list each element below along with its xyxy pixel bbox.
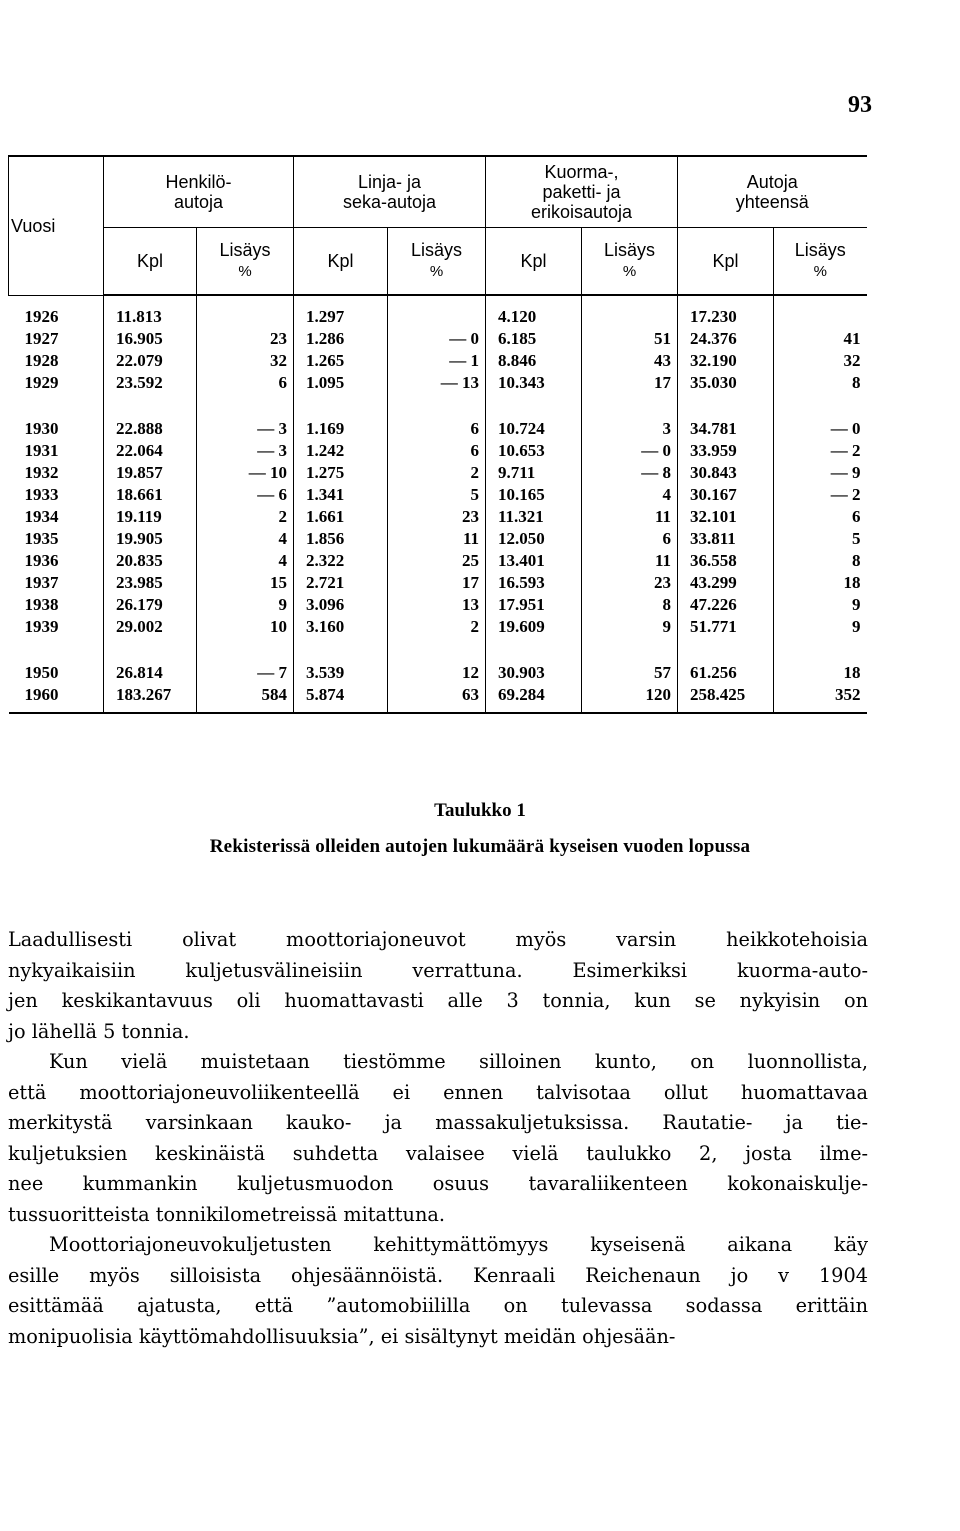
year-cell: 1950	[24, 663, 59, 682]
table-row	[9, 350, 867, 372]
header-kpl: Kpl	[104, 228, 197, 296]
increase-cell: 10	[197, 616, 294, 638]
text-line: esille myös silloisista ohjesäännöistä. Kenraali Reichenaun jo v 1904	[8, 1263, 868, 1287]
count-cell: 1.242	[294, 440, 388, 462]
count-cell: 26.814	[104, 662, 197, 684]
count-cell: 11.813	[104, 295, 197, 328]
increase-cell: 15	[197, 572, 294, 594]
text-line: Laadullisesti olivat moottoriajoneuvot myös varsin heikkotehoisia	[8, 928, 868, 951]
increase-cell: 17	[388, 572, 486, 594]
count-cell: 19.119	[104, 506, 197, 528]
header-linja-autoja: Linja- ja seka-autoja	[294, 156, 486, 228]
increase-cell: 43	[582, 350, 678, 372]
count-cell: 23.592	[104, 372, 197, 394]
count-cell: 1.169	[294, 418, 388, 440]
increase-cell	[197, 295, 294, 328]
count-cell: 1.856	[294, 528, 388, 550]
year-cell: 1935	[24, 529, 59, 548]
table-caption-subtitle: Rekisterissä olleiden autojen lukumäärä kyseisen vuoden lopussa	[209, 836, 751, 857]
increase-cell: 11	[388, 528, 486, 550]
count-cell: 23.985	[104, 572, 197, 594]
increase-cell: 6	[774, 506, 867, 528]
increase-cell: — 3	[197, 418, 294, 440]
table-row	[9, 418, 867, 440]
increase-cell: 32	[197, 350, 294, 372]
registration-table	[8, 155, 866, 714]
count-cell: 17.951	[486, 594, 582, 616]
count-cell: 34.781	[678, 418, 774, 440]
count-cell: 11.321	[486, 506, 582, 528]
count-cell: 29.002	[104, 616, 197, 638]
increase-cell: — 8	[582, 462, 678, 484]
count-cell: 47.226	[678, 594, 774, 616]
increase-cell: 5	[774, 528, 867, 550]
increase-cell: 18	[774, 662, 867, 684]
count-cell: 33.811	[678, 528, 774, 550]
count-cell: 51.771	[678, 616, 774, 638]
increase-cell: 584	[197, 684, 294, 713]
count-cell: 19.905	[104, 528, 197, 550]
increase-cell: 352	[774, 684, 867, 713]
increase-cell: — 3	[197, 440, 294, 462]
text-line: tussuoritteista tonnikilometreissä mitattuna.	[8, 1202, 445, 1226]
year-cell: 1928	[24, 351, 59, 370]
count-cell: 258.425	[678, 684, 774, 713]
year-cell: 1932	[24, 463, 59, 482]
count-cell: 6.185	[486, 328, 582, 350]
count-cell: 9.711	[486, 462, 582, 484]
count-cell: 30.167	[678, 484, 774, 506]
increase-cell: 120	[582, 684, 678, 713]
increase-cell: 9	[774, 616, 867, 638]
increase-cell: 13	[388, 594, 486, 616]
text-line: Moottoriajoneuvokuljetusten kehittymättömyys kyseisenä aikana käy	[49, 1233, 868, 1256]
paragraph	[8, 1047, 868, 1230]
count-cell: 69.284	[486, 684, 582, 713]
increase-cell	[582, 295, 678, 328]
increase-cell: 32	[774, 350, 867, 372]
increase-cell: 6	[388, 418, 486, 440]
increase-cell: 9	[197, 594, 294, 616]
body-text	[8, 925, 868, 1352]
increase-cell: 23	[582, 572, 678, 594]
count-cell: 12.050	[486, 528, 582, 550]
year-cell: 1936	[24, 551, 59, 570]
text-line: jo lähellä 5 tonnia.	[8, 1019, 190, 1043]
increase-cell: — 2	[774, 484, 867, 506]
year-cell: 1934	[24, 507, 59, 526]
count-cell: 3.096	[294, 594, 388, 616]
page-number: 93	[848, 92, 872, 118]
count-cell: 2.322	[294, 550, 388, 572]
count-cell: 61.256	[678, 662, 774, 684]
header-kuorma-autoja: Kuorma-, paketti- ja erikoisautoja	[486, 156, 678, 228]
increase-cell: 11	[582, 506, 678, 528]
increase-cell: 6	[388, 440, 486, 462]
paragraph	[8, 925, 868, 1047]
count-cell: 22.064	[104, 440, 197, 462]
count-cell: 183.267	[104, 684, 197, 713]
text-line: merkitystä varsinkaan kauko- ja massakuljetuksissa. Rautatie- ja tie-	[8, 1111, 868, 1134]
count-cell: 19.857	[104, 462, 197, 484]
increase-cell: — 0	[582, 440, 678, 462]
count-cell: 43.299	[678, 572, 774, 594]
count-cell: 5.874	[294, 684, 388, 713]
increase-cell: — 7	[197, 662, 294, 684]
table-row	[9, 295, 867, 328]
increase-cell: 25	[388, 550, 486, 572]
year-cell: 1926	[24, 306, 59, 326]
count-cell: 24.376	[678, 328, 774, 350]
increase-cell: 8	[774, 550, 867, 572]
year-cell: 1960	[9, 684, 104, 713]
increase-cell: — 0	[388, 328, 486, 350]
increase-cell: 63	[388, 684, 486, 713]
increase-cell: 23	[197, 328, 294, 350]
table-row	[9, 662, 867, 684]
row-spacer	[9, 638, 867, 662]
increase-cell: — 0	[774, 418, 867, 440]
text-line: nykyaikaisiin kuljetusvälineisiin verrattuna. Esimerkiksi kuorma-auto-	[8, 958, 868, 982]
count-cell: 3.160	[294, 616, 388, 638]
increase-cell: 6	[582, 528, 678, 550]
text-line: nee kummankin kuljetusmuodon osuus tavaraliikenteen kokonaiskulje-	[8, 1172, 868, 1195]
text-line: monipuolisia käyttömahdollisuuksia”, ei sisältynyt meidän ohjesään-	[8, 1324, 676, 1348]
increase-cell: 11	[582, 550, 678, 572]
year-cell: 1927	[24, 329, 59, 348]
text-line: Kun vielä muistetaan tiestömme silloinen kunto, on luonnollista,	[49, 1050, 868, 1073]
increase-cell: 41	[774, 328, 867, 350]
count-cell: 10.724	[486, 418, 582, 440]
count-cell: 1.095	[294, 372, 388, 394]
table-row	[9, 506, 867, 528]
count-cell: 20.835	[104, 550, 197, 572]
count-cell: 22.888	[104, 418, 197, 440]
count-cell: 17.230	[678, 295, 774, 328]
increase-cell: 9	[582, 616, 678, 638]
table-caption-title: Taulukko 1	[434, 800, 526, 821]
count-cell: 1.286	[294, 328, 388, 350]
header-lisays: Lisäys %	[774, 228, 867, 296]
count-cell: 3.539	[294, 662, 388, 684]
increase-cell: 8	[582, 594, 678, 616]
year-cell: 1930	[24, 419, 59, 438]
increase-cell: 4	[197, 528, 294, 550]
increase-cell: 5	[388, 484, 486, 506]
count-cell: 13.401	[486, 550, 582, 572]
table-row	[9, 616, 867, 638]
increase-cell: — 13	[388, 372, 486, 394]
table-row	[9, 484, 867, 506]
table-row	[9, 440, 867, 462]
increase-cell: 2	[388, 616, 486, 638]
header-lisays: Lisäys %	[388, 228, 486, 296]
increase-cell: 3	[582, 418, 678, 440]
count-cell: 18.661	[104, 484, 197, 506]
count-cell: 10.343	[486, 372, 582, 394]
header-vuosi: Vuosi	[9, 156, 104, 295]
increase-cell: — 9	[774, 462, 867, 484]
increase-cell	[388, 295, 486, 328]
count-cell: 10.653	[486, 440, 582, 462]
count-cell: 22.079	[104, 350, 197, 372]
count-cell: 1.297	[294, 295, 388, 328]
count-cell: 1.341	[294, 484, 388, 506]
header-autoja-yhteensa: Autoja yhteensä	[678, 156, 867, 228]
paragraph	[8, 1230, 868, 1352]
increase-cell: 51	[582, 328, 678, 350]
count-cell: 30.843	[678, 462, 774, 484]
increase-cell: — 2	[774, 440, 867, 462]
increase-cell: — 6	[197, 484, 294, 506]
increase-cell: 4	[197, 550, 294, 572]
count-cell: 4.120	[486, 295, 582, 328]
count-cell: 16.905	[104, 328, 197, 350]
count-cell: 36.558	[678, 550, 774, 572]
table-row	[9, 594, 867, 616]
increase-cell: 57	[582, 662, 678, 684]
increase-cell: 23	[388, 506, 486, 528]
increase-cell: 17	[582, 372, 678, 394]
table-row	[9, 684, 867, 713]
count-cell: 35.030	[678, 372, 774, 394]
table-row	[9, 528, 867, 550]
text-line: jen keskikantavuus oli huomattavasti alle 3 tonnia, kun se nykyisin on	[8, 989, 868, 1012]
header-lisays: Lisäys %	[582, 228, 678, 296]
increase-cell: 18	[774, 572, 867, 594]
count-cell: 1.275	[294, 462, 388, 484]
increase-cell: 2	[388, 462, 486, 484]
header-lisays: Lisäys %	[197, 228, 294, 296]
row-spacer	[9, 394, 867, 418]
increase-cell: — 10	[197, 462, 294, 484]
increase-cell: — 1	[388, 350, 486, 372]
table-row	[9, 572, 867, 594]
count-cell: 10.165	[486, 484, 582, 506]
count-cell: 1.265	[294, 350, 388, 372]
header-kpl: Kpl	[486, 228, 582, 296]
increase-cell: 9	[774, 594, 867, 616]
count-cell: 16.593	[486, 572, 582, 594]
count-cell: 19.609	[486, 616, 582, 638]
increase-cell: 6	[197, 372, 294, 394]
year-cell: 1937	[24, 573, 59, 592]
increase-cell	[774, 295, 867, 328]
table-row	[9, 462, 867, 484]
year-cell: 1939	[24, 617, 59, 636]
count-cell: 30.903	[486, 662, 582, 684]
count-cell: 33.959	[678, 440, 774, 462]
increase-cell: 4	[582, 484, 678, 506]
increase-cell: 12	[388, 662, 486, 684]
table-row	[9, 328, 867, 350]
count-cell: 32.190	[678, 350, 774, 372]
year-cell: 1929	[24, 373, 59, 392]
count-cell: 1.661	[294, 506, 388, 528]
year-cell: 1931	[24, 441, 59, 460]
increase-cell: 2	[197, 506, 294, 528]
header-kpl: Kpl	[294, 228, 388, 296]
count-cell: 8.846	[486, 350, 582, 372]
table-row	[9, 550, 867, 572]
header-henkiloautoja: Henkilö- autoja	[104, 156, 294, 228]
year-cell: 1933	[24, 485, 59, 504]
table-row	[9, 372, 867, 394]
count-cell: 32.101	[678, 506, 774, 528]
count-cell: 2.721	[294, 572, 388, 594]
header-kpl: Kpl	[678, 228, 774, 296]
year-cell: 1938	[24, 595, 59, 614]
text-line: kuljetuksien keskinäistä suhdetta valaisee vielä taulukko 2, josta ilme-	[8, 1141, 868, 1165]
text-line: esittämää ajatusta, että ”automobiililla on tulevassa sodassa erittäin	[8, 1294, 868, 1317]
increase-cell: 8	[774, 372, 867, 394]
text-line: että moottoriajoneuvoliikenteellä ei ennen talvisotaa ollut huomattavaa	[8, 1080, 868, 1104]
count-cell: 26.179	[104, 594, 197, 616]
